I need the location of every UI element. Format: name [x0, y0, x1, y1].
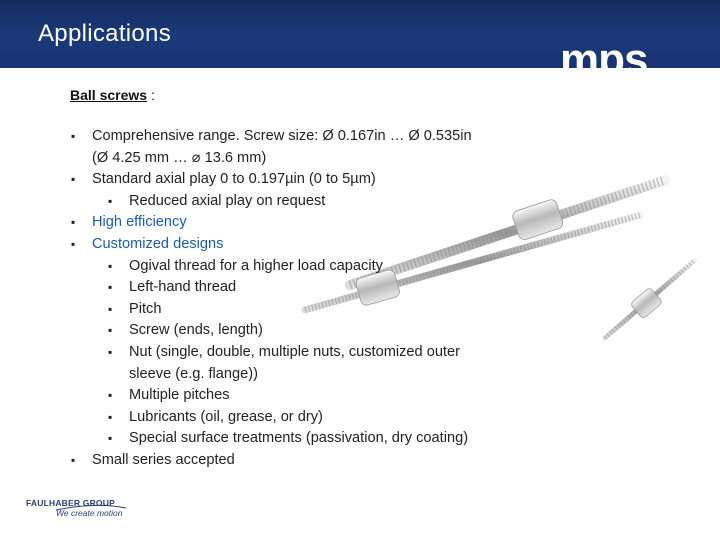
subheading-suffix: :: [147, 87, 155, 103]
list-item: ▪ Multiple pitches: [107, 385, 530, 407]
logo-swoosh-icon: [26, 504, 136, 512]
list-item: ▪ Small series accepted: [70, 450, 530, 472]
company-tagline: We create motion: [56, 508, 123, 518]
list-item: ▪ Lubricants (oil, grease, or dry): [107, 407, 530, 429]
list-item: ▪ High efficiency: [70, 212, 530, 234]
list-item: ▪ Comprehensive range. Screw size: Ø 0.167in … Ø 0.535in: [70, 126, 530, 148]
list-item: ▪ Left-hand thread: [107, 277, 530, 299]
list-item: ▪ Standard axial play 0 to 0.197µin (0 to 5µm): [70, 169, 530, 191]
list-item: ▪ Pitch: [107, 299, 530, 321]
list-item: ▪ Special surface treatments (passivation, dry coating): [107, 428, 530, 450]
list-item: ▪ Reduced axial play on request: [107, 191, 530, 213]
feature-list: [70, 126, 530, 472]
list-item-continuation: (Ø 4.25 mm … ⌀ 13.6 mm): [92, 149, 267, 166]
list-item: ▪ Ogival thread for a higher load capacity: [107, 256, 530, 278]
list-item: ▪ Screw (ends, length): [107, 320, 530, 342]
ball-screws-label: Ball screws: [70, 87, 148, 103]
faulhaber-logo: [26, 498, 136, 526]
list-item: ▪ Customized designs: [70, 234, 530, 256]
company-name: FAULHABER GROUP: [26, 498, 115, 508]
svg-text:mps: mps: [560, 38, 648, 84]
small-ball-screw: [605, 260, 695, 338]
page-title: Applications: [38, 20, 172, 47]
header-bar: [0, 0, 720, 84]
list-item: ▪ Nut (single, double, multiple nuts, customized outer: [107, 342, 530, 364]
list-item-continuation: sleeve (e.g. flange)): [129, 365, 258, 382]
section-subheading: [70, 87, 155, 103]
mps-logo: [560, 38, 690, 84]
